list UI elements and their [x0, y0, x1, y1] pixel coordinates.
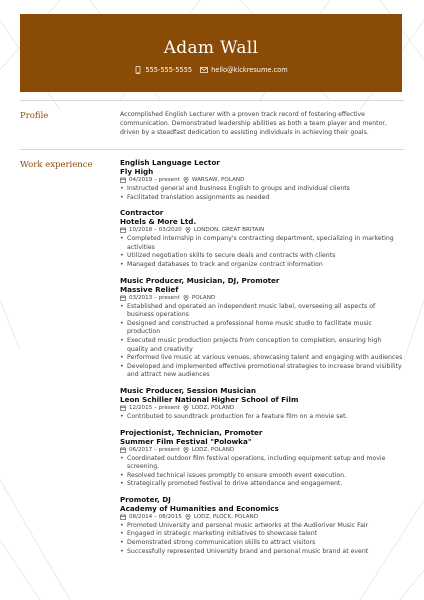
job-entry — [120, 276, 404, 380]
calendar-icon — [120, 295, 126, 301]
job-bullets — [120, 185, 404, 202]
job-entry — [120, 428, 404, 489]
job-bullet: • Contributed to soundtrack production for a feature film on a movie set. — [120, 413, 404, 422]
job-location: LODZ, POLAND — [191, 404, 235, 411]
job-dates: 03/2013 – present — [129, 294, 180, 301]
resume-header — [20, 14, 402, 92]
job-meta — [120, 513, 404, 521]
job-dates: 04/2019 – present — [129, 177, 180, 183]
location-pin-icon — [183, 177, 189, 183]
job-bullet: • Engaged in strategic marketing initiatives to showcase talent — [120, 530, 404, 539]
email-contact[interactable] — [200, 66, 288, 74]
jobs-list — [120, 150, 404, 562]
job-bullet: • Instructed general and business English to groups and individual clients — [120, 185, 404, 194]
job-bullet: • Demonstrated strong communication skills to attract visitors — [120, 539, 404, 548]
job-bullet: • Developed and implemented effective promotional strategies to increase brand visibility and attract new audiences — [120, 363, 404, 380]
profile-label: Profile — [20, 111, 49, 121]
job-bullets — [120, 455, 404, 489]
job-dates: 12/2015 – present — [129, 404, 180, 411]
job-entry — [120, 495, 404, 556]
job-company: Leon Schiller National Higher School of Film — [120, 394, 299, 404]
resume-content — [0, 100, 424, 562]
job-dates: 10/2018 – 03/2020 — [129, 227, 182, 234]
calendar-icon — [120, 447, 126, 453]
job-bullet: • Promoted University and personal music artworks at the Audioriver Music Fair — [120, 522, 404, 531]
job-company: Summer Film Festival "Polowka" — [120, 436, 252, 446]
job-bullet: • Utilized negotiation skills to secure deals and contracts with clients — [120, 252, 404, 261]
job-title: Contractor — [120, 208, 164, 218]
email-icon — [200, 66, 208, 74]
phone-icon — [134, 66, 142, 74]
job-location: POLAND — [191, 294, 216, 301]
job-title: Music Producer, Session Musician — [120, 385, 256, 395]
job-bullet: • Successfully represented University brand and personal music brand at event — [120, 548, 404, 557]
job-title: Music Producer, Musician, DJ, Promoter — [120, 275, 280, 285]
email-text: hello@kickresume.com — [211, 66, 288, 74]
job-company: Massive Relief — [120, 284, 179, 294]
calendar-icon — [120, 405, 126, 411]
job-meta — [120, 294, 404, 302]
job-location: LODZ, POLAND — [191, 446, 235, 453]
job-bullet: • Coordinated outdoor film festival operations, including equipment setup and movie screening. — [120, 455, 404, 472]
location-pin-icon — [183, 447, 189, 453]
calendar-icon — [120, 227, 126, 233]
job-title: English Language Lector — [120, 158, 220, 167]
job-bullets — [120, 522, 404, 556]
job-bullet: • Strategically promoted festival to drive attendance and engagement. — [120, 480, 404, 489]
job-title: Promoter, DJ — [120, 494, 171, 504]
calendar-icon — [120, 514, 126, 520]
job-entry — [120, 386, 404, 422]
profile-section — [20, 100, 404, 149]
job-bullet: • Executed music production projects from conception to completion, ensuring high quality and creativity — [120, 337, 404, 354]
job-meta — [120, 176, 404, 184]
job-bullet: • Performed live music at various venues, showcasing talent and engaging with audiences — [120, 354, 404, 363]
job-meta — [120, 226, 404, 234]
job-dates: 08/2014 – 08/2015 — [129, 513, 182, 520]
job-entry — [120, 158, 404, 202]
job-entry — [120, 208, 404, 269]
profile-text: Accomplished English Lecturer with a proven track record of fostering effective communication. Demonstrated leadership abilities as both a team player and mentor, driven by a steadfast dedication to assisting individuals in achieving their goals. — [120, 111, 387, 136]
job-company: Fly High — [120, 167, 154, 176]
job-bullet: • Established and operated an independent music label, overseeing all aspects of business operations — [120, 303, 404, 320]
job-company: Hotels & More Ltd. — [120, 217, 197, 227]
calendar-icon — [120, 177, 126, 183]
job-bullet: • Designed and constructed a professional home music studio to facilitate music production — [120, 320, 404, 337]
experience-label: Work experience — [20, 160, 93, 170]
location-pin-icon — [185, 227, 191, 233]
job-bullets — [120, 303, 404, 380]
job-bullet: • Resolved technical issues promptly to ensure smooth event execution. — [120, 472, 404, 481]
job-bullet: • Managed databases to track and organize contract information — [120, 261, 404, 270]
job-bullets — [120, 235, 404, 269]
location-pin-icon — [183, 295, 189, 301]
contact-info — [20, 66, 402, 74]
job-bullet: • Facilitated translation assignments as needed — [120, 194, 404, 203]
job-title: Projectionist, Technician, Promoter — [120, 427, 263, 437]
phone-contact[interactable] — [134, 66, 192, 74]
phone-text: 555-555-5555 — [145, 66, 193, 74]
job-meta — [120, 446, 404, 454]
location-pin-icon — [185, 514, 191, 520]
candidate-name: Adam Wall — [163, 38, 259, 58]
job-location: LODZ, PLOCK, POLAND — [193, 513, 259, 520]
job-bullets — [120, 413, 404, 422]
job-company: Academy of Humanities and Economics — [120, 503, 279, 513]
location-pin-icon — [183, 405, 189, 411]
experience-section — [20, 149, 404, 562]
job-location: WARSAW, POLAND — [191, 177, 245, 183]
job-location: LONDON, GREAT BRITAIN — [193, 227, 265, 234]
job-dates: 06/2017 – present — [129, 446, 180, 453]
job-meta — [120, 404, 404, 412]
job-bullet: • Completed internship in company's contracting department, specializing in marketing activities — [120, 235, 404, 252]
